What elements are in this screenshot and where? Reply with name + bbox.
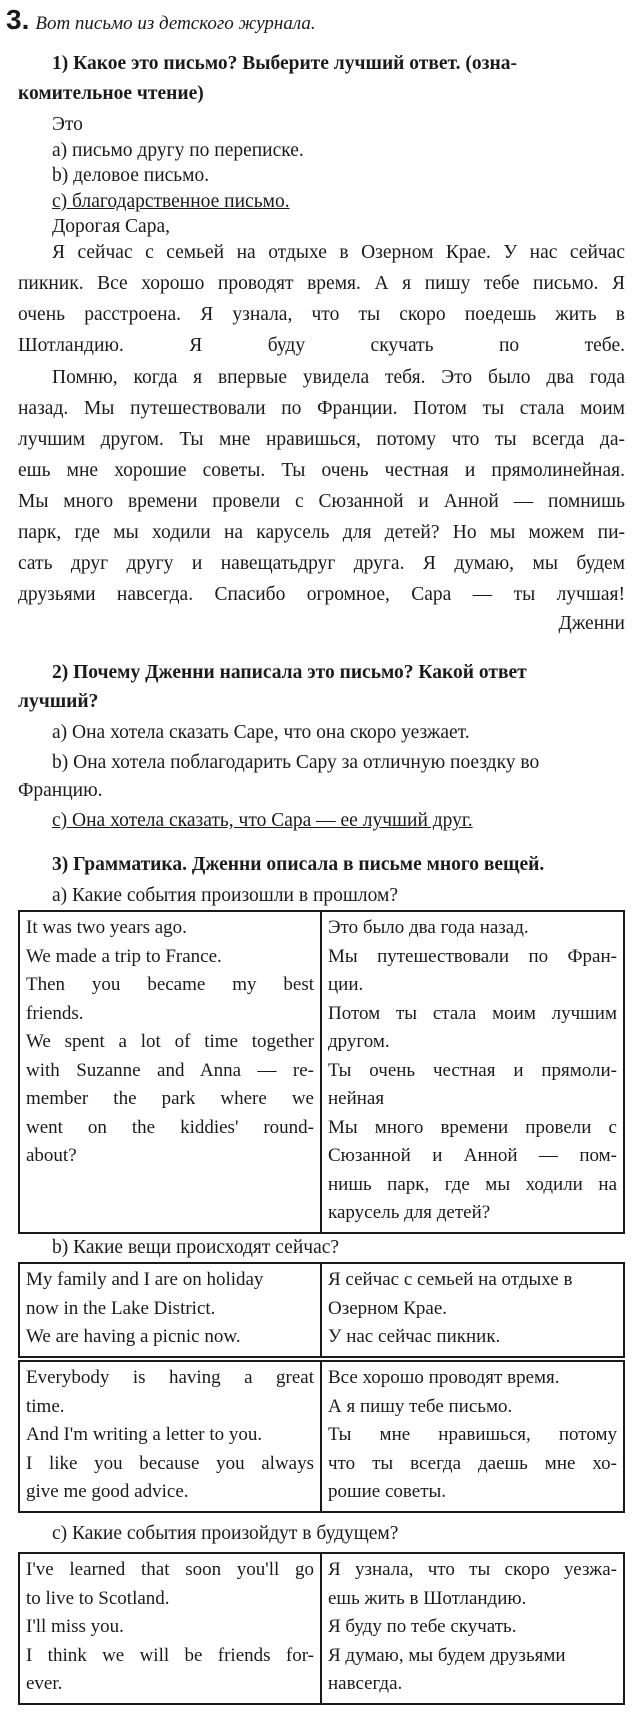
letter-signature: Дженни	[558, 613, 625, 634]
q2-option-b-line2: Францию.	[18, 780, 103, 801]
letter-p1-line: пикник. Все хорошо проводят время. А я пишу тебе письмо. Я	[18, 273, 625, 294]
exercise-number: 3.	[6, 4, 30, 35]
future-ru-line: Я думаю, мы будем друзьями	[328, 1644, 566, 1666]
q1-lead: Это	[52, 114, 83, 135]
q2-option-a: a) Она хотела сказать Саре, что она скоро уезжает.	[52, 722, 470, 743]
exercise-intro: Вот письмо из детского журнала.	[35, 13, 316, 34]
past-ru-line: другом.	[328, 1031, 390, 1052]
future-en-line: to live to Scotland.	[26, 1587, 170, 1609]
past-en-line: We made a trip to France.	[26, 945, 222, 967]
letter-p2-line: лучшим другом. Ты мне нравишься, потому что ты всегда да-	[18, 429, 625, 450]
q3-future-label: c) Какие события произойдут в будущем?	[52, 1523, 399, 1544]
past-ru-line: Мы путешествовали по Фран-	[328, 945, 617, 967]
past-en-line: member the park where we	[26, 1088, 314, 1109]
future-en-line: I think we will be friends for-	[26, 1644, 314, 1666]
q1-question-line2: комительное чтение)	[18, 83, 204, 104]
letter-p2-line: ешь мне хорошие советы. Ты очень честная и прямолинейная.	[18, 460, 625, 481]
q1-question-line1: 1) Какое это письмо? Выберите лучший ответ. (озна-	[52, 53, 517, 74]
future-ru-line: ешь жить в Шотландию.	[328, 1587, 527, 1609]
q2-option-c: c) Она хотела сказать, что Сара — ее лучший друг.	[52, 810, 473, 831]
present-table-2	[18, 1360, 625, 1513]
letter-paragraph-1	[18, 237, 625, 361]
past-ru-line: ции.	[328, 974, 364, 995]
future-english	[19, 1553, 321, 1704]
letter-p1-line: Я сейчас с семьей на отдыхе в Озерном Крае. У нас сейчас	[52, 242, 625, 263]
present-2-english	[19, 1361, 321, 1512]
future-en-line: I'll miss you.	[26, 1616, 124, 1637]
letter-greeting: Дорогая Сара,	[52, 216, 170, 237]
past-en-line: with Suzanne and Anna — re-	[26, 1059, 314, 1081]
past-table-english	[19, 911, 321, 1233]
present-2-russian	[321, 1361, 624, 1512]
future-ru-line: Я узнала, что ты скоро уезжа-	[328, 1559, 617, 1580]
past-en-line: went on the kiddies' round-	[26, 1116, 314, 1138]
present-2-en-line: And I'm writing a letter to you.	[26, 1424, 263, 1445]
q2-option-b-line1: b) Она хотела поблагодарить Сару за отличную поездку во	[52, 752, 540, 773]
present-1-en-line: We are having a picnic now.	[26, 1326, 241, 1347]
past-ru-line: Мы много времени провели с	[328, 1116, 617, 1138]
past-ru-line: Это было два года назад.	[328, 917, 529, 938]
q1-option-a: a) письмо другу по переписке.	[52, 140, 304, 161]
present-1-en-line: now in the Lake District.	[26, 1297, 216, 1319]
past-en-line: about?	[26, 1145, 77, 1166]
past-table	[18, 910, 625, 1234]
q2-question-line2: лучший?	[18, 691, 99, 712]
present-2-ru-line: Ты мне нравишься, потому	[328, 1424, 617, 1445]
past-ru-line: карусель для детей?	[328, 1202, 491, 1223]
future-russian	[321, 1553, 624, 1704]
letter-p2-line: Мы много времени провели с Сюзанной и Анной — помнишь	[18, 491, 625, 512]
q1-option-c: c) благодарственное письмо.	[52, 191, 290, 212]
q3-present-label: b) Какие вещи происходят сейчас?	[52, 1237, 340, 1258]
future-en-line: ever.	[26, 1673, 63, 1694]
past-en-line: friends.	[26, 1002, 84, 1024]
present-1-russian	[321, 1263, 624, 1357]
letter-paragraph-2	[18, 362, 625, 610]
past-en-line: It was two years ago.	[26, 917, 187, 938]
present-2-en-line: Everybody is having a great	[26, 1367, 314, 1388]
present-2-en-line: give me good advice.	[26, 1481, 189, 1502]
exercise-title	[6, 4, 316, 36]
past-ru-line: Ты очень честная и прямоли-	[328, 1059, 617, 1081]
present-1-ru-line: Озерном Крае.	[328, 1297, 448, 1319]
present-1-ru-line: Я сейчас с семьей на отдыхе в	[328, 1269, 573, 1290]
q3-past-label: a) Какие события произошли в прошлом?	[52, 885, 399, 906]
present-1-en-line: My family and I are on holiday	[26, 1269, 264, 1290]
present-2-ru-line: рошие советы.	[328, 1481, 447, 1502]
present-1-ru-line: У нас сейчас пикник.	[328, 1326, 501, 1347]
letter-p2-line: парк, где мы ходили на карусель для детей? Но мы можем пи-	[18, 522, 625, 543]
future-ru-line: Я буду по тебе скучать.	[328, 1616, 517, 1637]
q1-option-b: b) деловое письмо.	[52, 165, 210, 186]
letter-p2-line: друзьями навсегда. Спасибо огромное, Сара — ты лучшая!	[18, 584, 625, 605]
future-table	[18, 1552, 625, 1705]
present-2-ru-line: Все хорошо проводят время.	[328, 1367, 560, 1388]
present-2-ru-line: А я пишу тебе письмо.	[328, 1395, 513, 1417]
letter-p2-line: Помню, когда я впервые увидела тебя. Это было два года	[52, 367, 625, 388]
letter-p1-line: Шотландию. Я буду скучать по тебе.	[18, 335, 625, 356]
present-table-1	[18, 1262, 625, 1358]
present-1-english	[19, 1263, 321, 1357]
future-en-line: I've learned that soon you'll go	[26, 1559, 314, 1580]
letter-p1-line: очень расстроена. Я узнала, что ты скоро поедешь жить в	[18, 304, 625, 325]
letter-p2-line: назад. Мы путешествовали по Франции. Потом ты стала моим	[18, 398, 625, 419]
q2-question-line1: 2) Почему Дженни написала это письмо? Какой ответ	[52, 662, 527, 683]
present-2-en-line: I like you because you always	[26, 1452, 314, 1474]
future-ru-line: навсегда.	[328, 1673, 403, 1694]
past-ru-line: нейная	[328, 1088, 385, 1109]
letter-p2-line: сать друг другу и навещатьдруг друга. Я думаю, мы будем	[18, 553, 625, 574]
q3-heading: 3) Грамматика. Дженни описала в письме много вещей.	[52, 854, 545, 875]
past-ru-line: Потом ты стала моим лучшим	[328, 1002, 617, 1024]
past-en-line: We spent a lot of time together	[26, 1031, 314, 1052]
past-ru-line: нишь парк, где мы ходили на	[328, 1173, 617, 1195]
past-ru-line: Сюзанной и Анной — пом-	[328, 1145, 617, 1166]
present-2-ru-line: что ты всегда даешь мне хо-	[328, 1452, 617, 1474]
present-2-en-line: time.	[26, 1395, 65, 1417]
past-table-russian	[321, 911, 624, 1233]
past-en-line: Then you became my best	[26, 974, 314, 995]
